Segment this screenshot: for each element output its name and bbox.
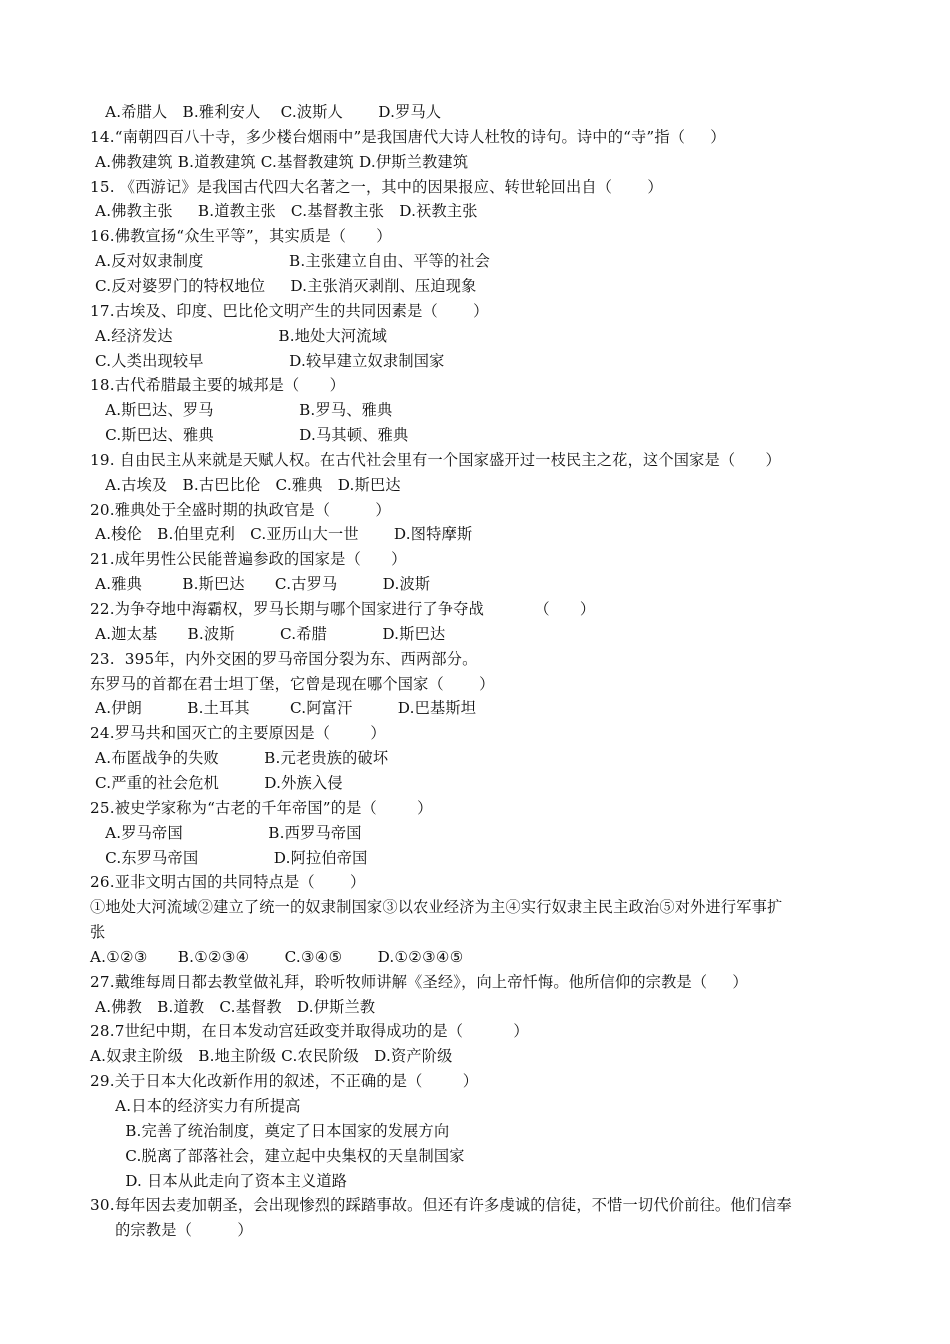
text-line: 23. 395年，内外交困的罗马帝国分裂为东、西两部分。 bbox=[90, 649, 478, 668]
text-line: C.反对婆罗门的特权地位 D.主张消灭剥削、压迫现象 bbox=[90, 276, 477, 295]
text-line: 22.为争夺地中海霸权，罗马长期与哪个国家进行了争夺战 （ ） bbox=[90, 600, 596, 618]
text-line: A.奴隶主阶级 B.地主阶级 C.农民阶级 D.资产阶级 bbox=[90, 1047, 453, 1066]
text-line: 14.“南朝四百八十寺，多少楼台烟雨中”是我国唐代大诗人杜牧的诗句。诗中的“寺”指（ ） bbox=[90, 127, 726, 146]
text-line: A.梭伦 B.伯里克利 C.亚历山大一世 D.图特摩斯 bbox=[90, 525, 473, 544]
text-line: A.佛教主张 B.道教主张 C.基督教主张 D.祆教主张 bbox=[90, 202, 478, 221]
text-line: 29.关于日本大化改新作用的叙述，不正确的是（ ） bbox=[90, 1072, 479, 1091]
text-line: C.脱离了部落社会，建立起中央集权的天皇制国家 bbox=[90, 1146, 465, 1165]
text-line: 21.成年男性公民能普遍参政的国家是（ ） bbox=[90, 550, 407, 569]
text-line: ①地处大河流域②建立了统一的奴隶制国家③以农业经济为主④实行奴隶主民主政治⑤对外进行军事扩 bbox=[90, 898, 783, 917]
text-line: B.完善了统治制度，奠定了日本国家的发展方向 bbox=[90, 1121, 450, 1140]
text-line: D. 日本从此走向了资本主义道路 bbox=[90, 1171, 348, 1190]
text-line: A.古埃及 B.古巴比伦 C.雅典 D.斯巴达 bbox=[90, 475, 401, 494]
text-line: A.经济发达 B.地处大河流域 bbox=[90, 326, 388, 345]
text-line: 24.罗马共和国灭亡的主要原因是（ ） bbox=[90, 724, 386, 743]
text-line: A.佛教建筑 B.道教建筑 C.基督教建筑 D.伊斯兰教建筑 bbox=[90, 152, 469, 171]
text-line: A.佛教 B.道教 C.基督教 D.伊斯兰教 bbox=[90, 997, 376, 1016]
text-line: A.①②③ B.①②③④ C.③④⑤ D.①②③④⑤ bbox=[90, 947, 464, 966]
text-line: 27.戴维每周日都去教堂做礼拜，聆听牧师讲解《圣经》，向上帝忏悔。他所信仰的宗教是（ ） bbox=[90, 972, 748, 991]
text-line: 16.佛教宣扬“众生平等”，其实质是（ ） bbox=[90, 227, 392, 246]
text-line: C.人类出现较早 D.较早建立奴隶制国家 bbox=[90, 351, 445, 370]
text-line: C.斯巴达、雅典 D.马其顿、雅典 bbox=[90, 426, 409, 445]
text-line: A.反对奴隶制度 B.主张建立自由、平等的社会 bbox=[90, 252, 491, 271]
text-line: 26.亚非文明古国的共同特点是（ ） bbox=[90, 873, 366, 892]
text-line: A.雅典 B.斯巴达 C.古罗马 D.波斯 bbox=[90, 575, 431, 594]
text-line: 17.古埃及、印度、巴比伦文明产生的共同因素是（ ） bbox=[90, 301, 489, 320]
text-line: A.布匿战争的失败 B.元老贵族的破坏 bbox=[90, 749, 389, 768]
text-line: 30.每年因去麦加朝圣，会出现惨烈的踩踏事故。但还有许多虔诚的信徒，不惜一切代价前往。他们信奉 bbox=[90, 1196, 792, 1215]
text-line: 东罗马的首都在君士坦丁堡，它曾是现在哪个国家（ ） bbox=[90, 674, 495, 693]
text-line: A.罗马帝国 B.西罗马帝国 bbox=[90, 823, 362, 842]
text-line: 18.古代希腊最主要的城邦是（ ） bbox=[90, 376, 345, 395]
text-line: A.希腊人 B.雅利安人 C.波斯人 D.罗马人 bbox=[90, 103, 442, 121]
text-line: 20.雅典处于全盛时期的执政官是（ ） bbox=[90, 500, 391, 519]
text-line: 张 bbox=[90, 923, 106, 942]
text-line: A.日本的经济实力有所提高 bbox=[90, 1097, 301, 1115]
text-line: 25.被史学家称为“古老的千年帝国”的是（ ） bbox=[90, 798, 433, 817]
text-line: A.伊朗 B.土耳其 C.阿富汗 D.巴基斯坦 bbox=[90, 699, 477, 718]
text-line: C.严重的社会危机 D.外族入侵 bbox=[90, 773, 343, 792]
text-line: 28.7世纪中期，在日本发动宫廷政变并取得成功的是（ ） bbox=[90, 1022, 529, 1041]
text-line: 19. 自由民主从来就是天赋人权。在古代社会里有一个国家盛开过一枝民主之花，这个国家是（ ） bbox=[90, 450, 781, 469]
text-line: 的宗教是（ ） bbox=[90, 1221, 253, 1240]
text-line: A.斯巴达、罗马 B.罗马、雅典 bbox=[90, 401, 393, 420]
text-line: C.东罗马帝国 D.阿拉伯帝国 bbox=[90, 848, 368, 867]
text-line: A.迦太基 B.波斯 C.希腊 D.斯巴达 bbox=[90, 624, 446, 643]
text-line: 15. 《西游记》是我国古代四大名著之一，其中的因果报应、转世轮回出自（ ） bbox=[90, 177, 663, 196]
